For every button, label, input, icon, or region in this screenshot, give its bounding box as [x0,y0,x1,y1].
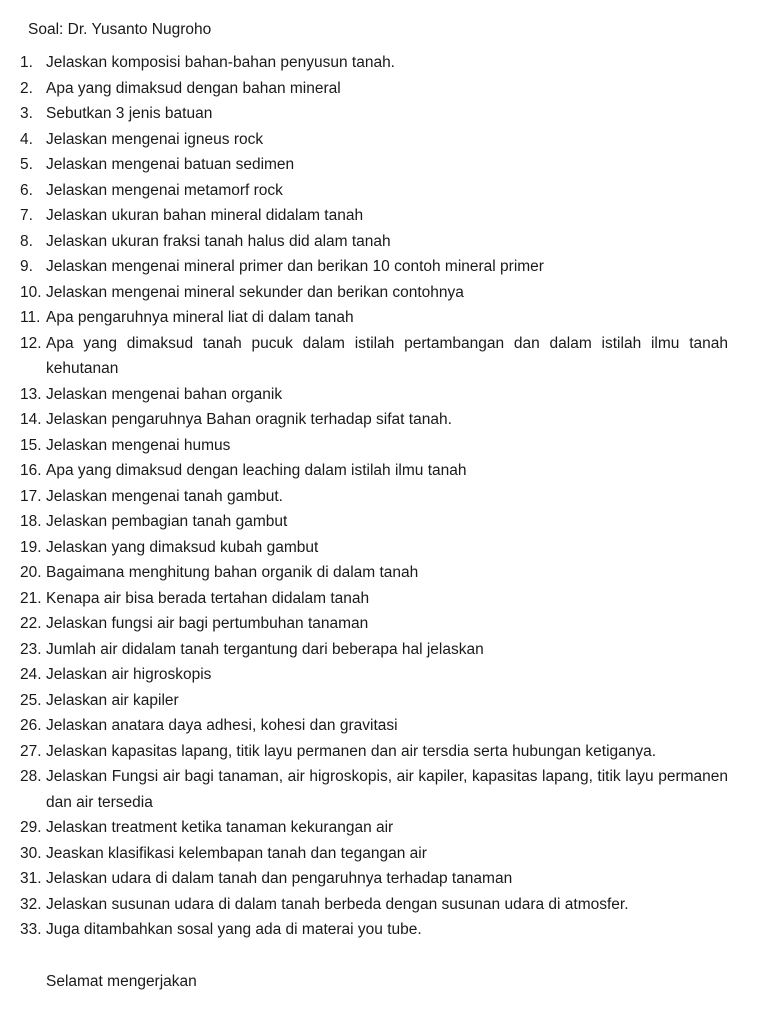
question-text: Jelaskan mengenai bahan organik [46,385,283,403]
question-number: 15. [20,436,42,454]
question-item [20,76,728,102]
question-text: Jelaskan mengenai batuan sedimen [46,156,295,173]
question-text: Jelaskan komposisi bahan-bahan penyusun tanah. [46,54,395,71]
question-item [20,407,728,433]
question-item [20,280,728,306]
question-text: Jelaskan pembagian tanah gambut [46,513,288,530]
question-text: Jelaskan mengenai mineral sekunder dan berikan contohnya [46,283,464,301]
question-number: 21. [20,589,42,607]
question-text: Jelaskan Fungsi air bagi tanaman, air higroskopis, air kapiler, kapasitas lapang, titik layu permanen dan air tersedia [46,768,728,811]
question-text: Jelaskan pengaruhnya Bahan oragnik terhadap sifat tanah. [46,411,452,428]
question-text: Apa pengaruhnya mineral liat di dalam tanah [46,309,354,326]
question-number: 23. [20,640,42,658]
question-item [20,50,728,76]
question-text: Jeaskan klasifikasi kelembapan tanah dan tegangan air [46,844,427,862]
question-number: 6. [20,181,33,199]
question-number: 2. [20,79,33,97]
question-number: 24. [20,666,42,683]
question-item [20,688,728,714]
question-text: Sebutkan 3 jenis batuan [46,105,213,122]
question-text: Bagaimana menghitung bahan organik di dalam tanah [46,564,419,581]
closing-text: Selamat mengerjakan [46,972,197,990]
question-text: Jumlah air didalam tanah tergantung dari beberapa hal jelaskan [46,640,484,658]
question-item [20,203,728,229]
question-text: Jelaskan anatara daya adhesi, kohesi dan gravitasi [46,717,398,734]
question-number: 30. [20,844,42,862]
question-number: 16. [20,462,42,479]
question-item [20,892,728,918]
question-item [20,484,728,510]
question-item [20,637,728,663]
question-item [20,535,728,561]
question-text: Jelaskan air higroskopis [46,666,212,683]
question-item [20,331,728,382]
question-item [20,254,728,280]
question-item [20,866,728,892]
question-item [20,739,728,765]
question-item [20,152,728,178]
question-number: 12. [20,334,42,352]
question-number: 5. [20,156,33,173]
question-number: 20. [20,564,42,581]
question-item [20,586,728,612]
question-number: 29. [20,819,42,836]
question-text: Apa yang dimaksud dengan leaching dalam istilah ilmu tanah [46,462,467,479]
question-number: 10. [20,283,42,301]
question-text: Kenapa air bisa berada tertahan didalam tanah [46,589,370,607]
question-number: 27. [20,742,42,760]
question-number: 8. [20,232,33,250]
question-text: Jelaskan mengenai igneus rock [46,130,264,148]
question-number: 33. [20,921,42,938]
question-text: Jelaskan susunan udara di dalam tanah berbeda dengan susunan udara di atmosfer. [46,895,629,913]
question-item [20,841,728,867]
question-number: 28. [20,768,42,785]
question-text: Jelaskan mengenai metamorf rock [46,181,283,199]
question-item [20,433,728,459]
question-text: Jelaskan kapasitas lapang, titik layu permanen dan air tersdia serta hubungan ketiganya. [46,742,657,760]
question-text: Jelaskan ukuran fraksi tanah halus did alam tanah [46,232,391,250]
question-number: 32. [20,895,42,913]
question-item [20,917,728,943]
question-number: 11. [20,309,41,326]
question-text: Apa yang dimaksud dengan bahan mineral [46,79,341,97]
question-item [20,611,728,637]
question-item [20,713,728,739]
question-number: 17. [20,487,42,505]
question-number: 4. [20,130,33,148]
question-text: Jelaskan treatment ketika tanaman kekurangan air [46,819,394,836]
question-list [20,50,728,943]
question-text: Jelaskan udara di dalam tanah dan pengaruhnya terhadap tanaman [46,870,513,887]
question-text: Jelaskan ukuran bahan mineral didalam tanah [46,207,364,224]
question-text: Jelaskan air kapiler [46,691,179,709]
question-number: 3. [20,105,33,122]
question-number: 26. [20,717,42,734]
question-item [20,662,728,688]
question-text: Jelaskan mengenai tanah gambut. [46,487,283,505]
question-number: 9. [20,258,33,275]
question-item [20,764,728,815]
question-text: Jelaskan mengenai humus [46,436,231,454]
question-number: 1. [20,54,33,71]
question-item [20,229,728,255]
question-number: 7. [20,207,33,224]
question-number: 22. [20,615,42,632]
question-number: 25. [20,691,42,709]
question-number: 31. [20,870,42,887]
question-text: Juga ditambahkan sosal yang ada di materai you tube. [46,921,422,938]
question-number: 18. [20,513,42,530]
question-item [20,178,728,204]
question-item [20,101,728,127]
question-text: Jelaskan mengenai mineral primer dan berikan 10 contoh mineral primer [46,258,544,275]
document-header: Soal: Dr. Yusanto Nugroho [28,21,212,38]
question-number: 19. [20,538,42,556]
question-text: Jelaskan yang dimaksud kubah gambut [46,538,319,556]
question-number: 14. [20,411,42,428]
question-item [20,382,728,408]
question-item [20,458,728,484]
question-item [20,127,728,153]
question-number: 13. [20,385,42,403]
question-item [20,305,728,331]
question-item [20,509,728,535]
question-item [20,815,728,841]
question-text: Jelaskan fungsi air bagi pertumbuhan tanaman [46,615,369,632]
question-text: Apa yang dimaksud tanah pucuk dalam istilah pertambangan dan dalam istilah ilmu tanah kehutanan [46,334,728,377]
question-item [20,560,728,586]
